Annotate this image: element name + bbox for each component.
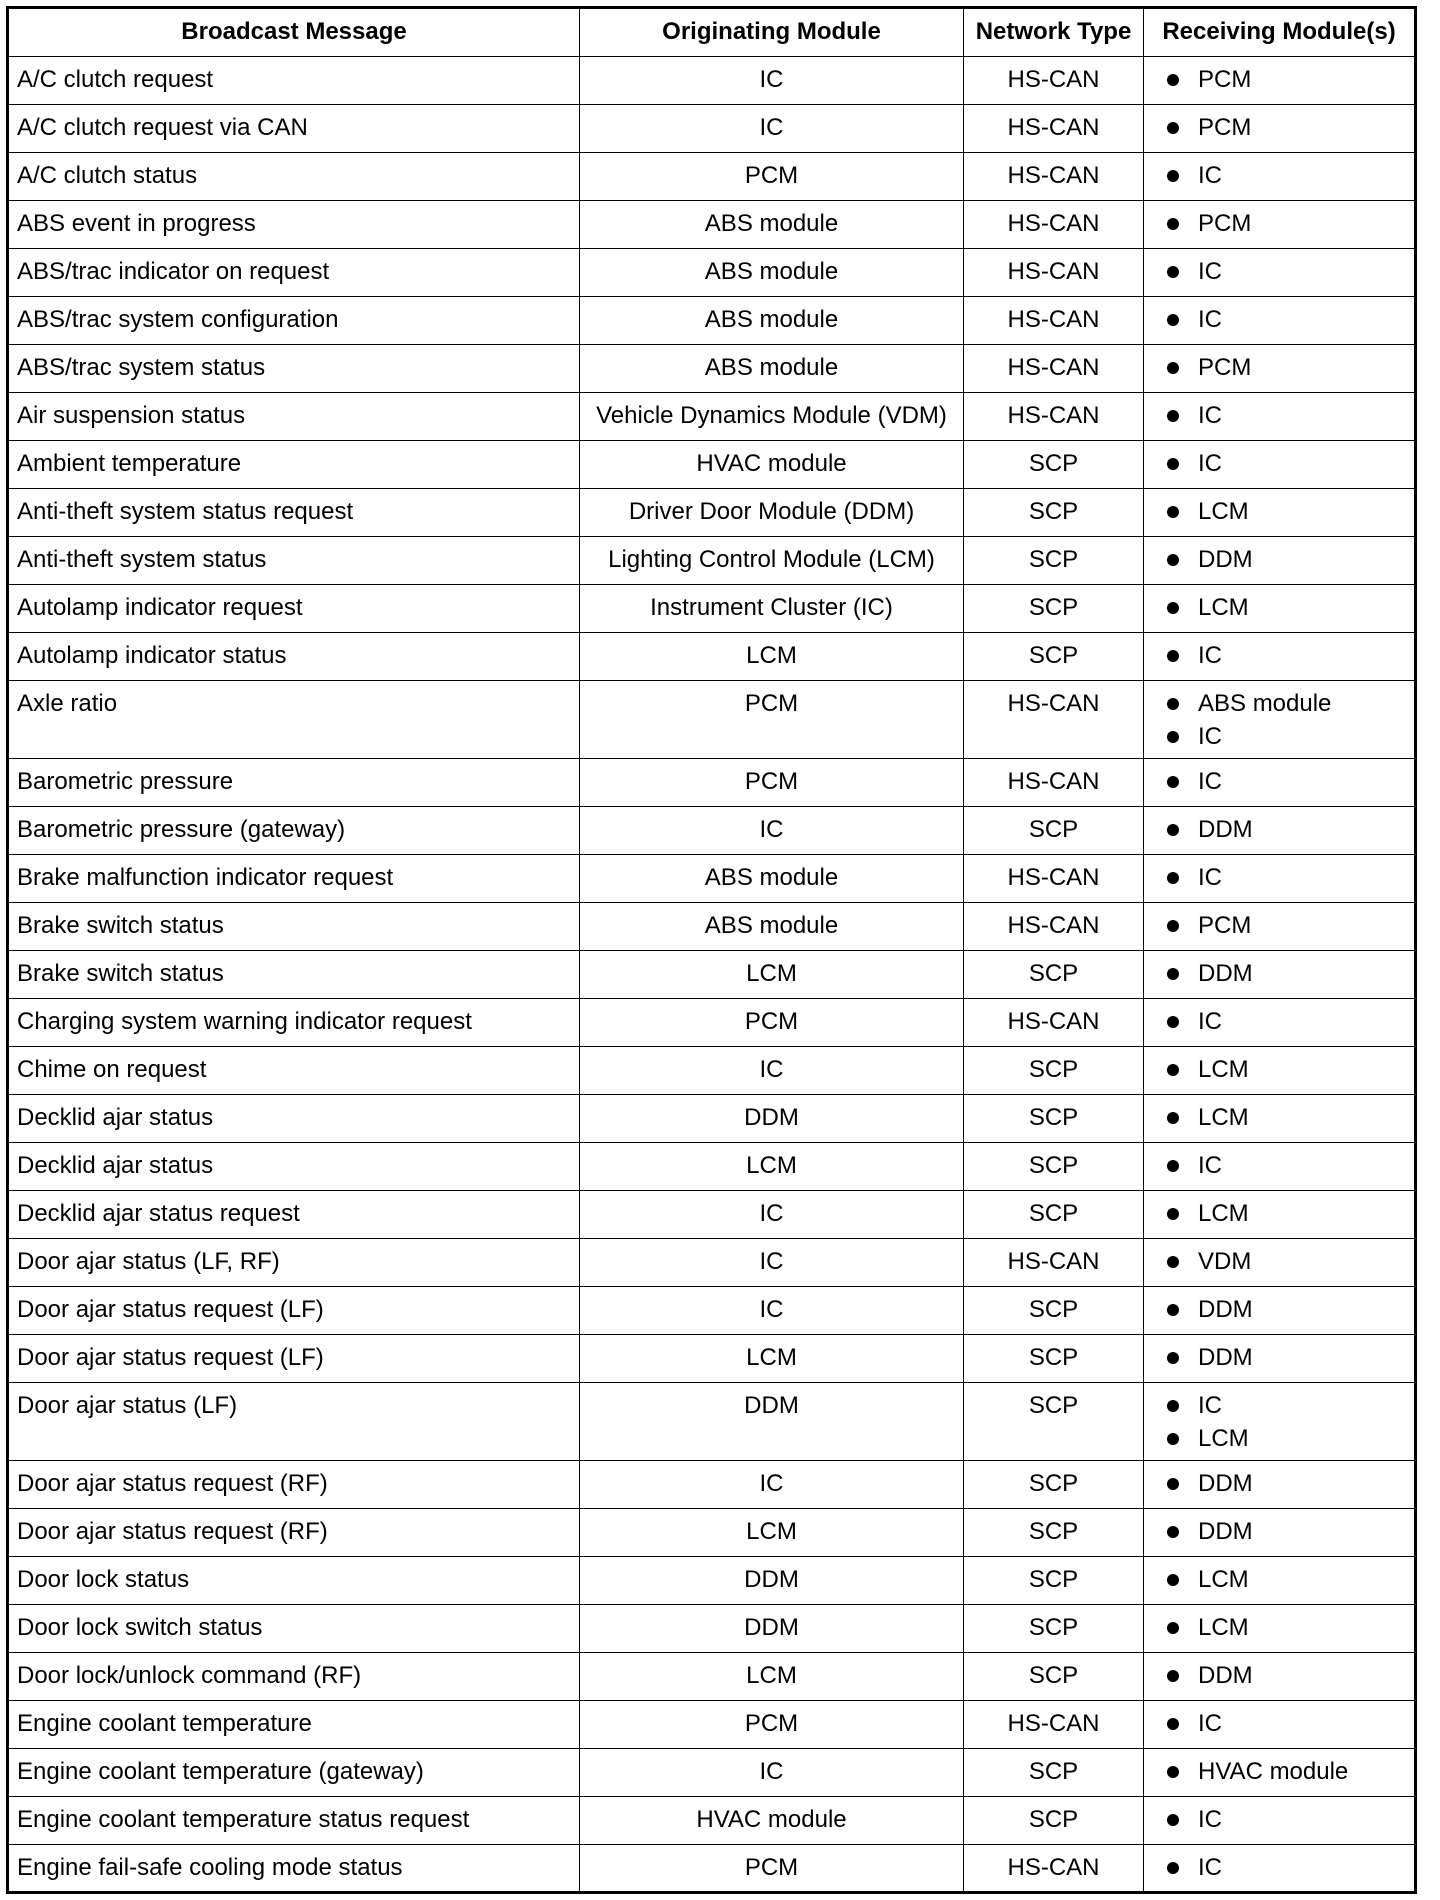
table-row	[8, 1797, 1416, 1845]
header-receiving-modules: Receiving Module(s)	[1144, 8, 1416, 57]
originating-module-cell: IC	[580, 1749, 964, 1797]
network-type-cell: SCP	[964, 633, 1144, 681]
receiving-module-item: PCM	[1166, 111, 1406, 144]
receiving-modules-list	[1166, 1149, 1406, 1182]
receiving-modules-list	[1166, 957, 1406, 990]
broadcast-message-cell: A/C clutch request	[8, 57, 580, 105]
broadcast-message-cell: Door lock switch status	[8, 1605, 580, 1653]
receiving-modules-cell	[1144, 1845, 1416, 1893]
network-type-cell: SCP	[964, 807, 1144, 855]
table-row	[8, 999, 1416, 1047]
receiving-modules-list	[1166, 909, 1406, 942]
network-type-cell: SCP	[964, 537, 1144, 585]
receiving-modules-cell	[1144, 1605, 1416, 1653]
receiving-module-item: IC	[1166, 1389, 1406, 1422]
table-row	[8, 1557, 1416, 1605]
receiving-module-item: LCM	[1166, 1053, 1406, 1086]
network-type-cell: SCP	[964, 1191, 1144, 1239]
receiving-modules-cell	[1144, 57, 1416, 105]
originating-module-cell: HVAC module	[580, 441, 964, 489]
receiving-modules-cell	[1144, 297, 1416, 345]
originating-module-cell: IC	[580, 1461, 964, 1509]
receiving-modules-list	[1166, 639, 1406, 672]
receiving-modules-cell	[1144, 153, 1416, 201]
receiving-modules-cell	[1144, 855, 1416, 903]
table-row	[8, 855, 1416, 903]
receiving-module-item: DDM	[1166, 1515, 1406, 1548]
receiving-modules-cell	[1144, 1509, 1416, 1557]
receiving-modules-cell	[1144, 441, 1416, 489]
receiving-module-item: IC	[1166, 1707, 1406, 1740]
receiving-module-item: PCM	[1166, 909, 1406, 942]
originating-module-cell: ABS module	[580, 345, 964, 393]
receiving-module-item: IC	[1166, 1803, 1406, 1836]
receiving-module-item: LCM	[1166, 1197, 1406, 1230]
network-type-cell: SCP	[964, 1509, 1144, 1557]
receiving-modules-cell	[1144, 1797, 1416, 1845]
broadcast-message-table	[6, 6, 1417, 1894]
network-type-cell: SCP	[964, 1557, 1144, 1605]
broadcast-message-cell: Axle ratio	[8, 681, 580, 759]
receiving-modules-cell	[1144, 903, 1416, 951]
receiving-modules-list	[1166, 1053, 1406, 1086]
receiving-modules-list	[1166, 1005, 1406, 1038]
originating-module-cell: LCM	[580, 633, 964, 681]
receiving-modules-list	[1166, 1755, 1406, 1788]
receiving-module-item: IC	[1166, 159, 1406, 192]
network-type-cell: SCP	[964, 1383, 1144, 1461]
broadcast-message-cell: Chime on request	[8, 1047, 580, 1095]
broadcast-message-cell: Door ajar status request (RF)	[8, 1461, 580, 1509]
originating-module-cell: IC	[580, 105, 964, 153]
receiving-modules-list	[1166, 1101, 1406, 1134]
table-row	[8, 681, 1416, 759]
receiving-modules-list	[1166, 543, 1406, 576]
receiving-modules-list	[1166, 1659, 1406, 1692]
broadcast-message-cell: Door ajar status (LF)	[8, 1383, 580, 1461]
receiving-modules-cell	[1144, 1383, 1416, 1461]
receiving-module-item: DDM	[1166, 543, 1406, 576]
receiving-modules-list	[1166, 1245, 1406, 1278]
receiving-module-item: LCM	[1166, 495, 1406, 528]
broadcast-message-cell: Door ajar status request (LF)	[8, 1287, 580, 1335]
network-type-cell: HS-CAN	[964, 999, 1144, 1047]
originating-module-cell: DDM	[580, 1383, 964, 1461]
receiving-modules-list	[1166, 255, 1406, 288]
receiving-module-item: IC	[1166, 861, 1406, 894]
originating-module-cell: PCM	[580, 759, 964, 807]
receiving-modules-cell	[1144, 951, 1416, 999]
table-row	[8, 537, 1416, 585]
table-row	[8, 153, 1416, 201]
receiving-module-item: IC	[1166, 1005, 1406, 1038]
broadcast-message-cell: Decklid ajar status	[8, 1095, 580, 1143]
network-type-cell: HS-CAN	[964, 1845, 1144, 1893]
originating-module-cell: ABS module	[580, 855, 964, 903]
table-row	[8, 633, 1416, 681]
receiving-modules-cell	[1144, 1239, 1416, 1287]
header-row	[8, 8, 1416, 57]
network-type-cell: HS-CAN	[964, 1239, 1144, 1287]
receiving-modules-cell	[1144, 249, 1416, 297]
receiving-modules-list	[1166, 591, 1406, 624]
network-type-cell: SCP	[964, 1653, 1144, 1701]
receiving-module-item: IC	[1166, 765, 1406, 798]
broadcast-message-cell: ABS/trac system status	[8, 345, 580, 393]
table-row	[8, 1191, 1416, 1239]
receiving-module-item: IC	[1166, 399, 1406, 432]
receiving-module-item: IC	[1166, 720, 1406, 753]
table-row	[8, 393, 1416, 441]
network-type-cell: HS-CAN	[964, 903, 1144, 951]
table-row	[8, 441, 1416, 489]
originating-module-cell: ABS module	[580, 297, 964, 345]
receiving-modules-cell	[1144, 1143, 1416, 1191]
table-row	[8, 1749, 1416, 1797]
table-row	[8, 297, 1416, 345]
originating-module-cell: ABS module	[580, 201, 964, 249]
table-row	[8, 1047, 1416, 1095]
network-type-cell: HS-CAN	[964, 105, 1144, 153]
network-type-cell: HS-CAN	[964, 393, 1144, 441]
originating-module-cell: LCM	[580, 1335, 964, 1383]
broadcast-message-cell: Autolamp indicator request	[8, 585, 580, 633]
receiving-modules-cell	[1144, 585, 1416, 633]
receiving-module-item: HVAC module	[1166, 1755, 1406, 1788]
receiving-modules-cell	[1144, 537, 1416, 585]
table-row	[8, 585, 1416, 633]
receiving-module-item: IC	[1166, 1149, 1406, 1182]
originating-module-cell: Lighting Control Module (LCM)	[580, 537, 964, 585]
table-row	[8, 807, 1416, 855]
originating-module-cell: IC	[580, 1287, 964, 1335]
receiving-modules-list	[1166, 687, 1406, 753]
network-type-cell: SCP	[964, 441, 1144, 489]
broadcast-message-cell: Engine coolant temperature status request	[8, 1797, 580, 1845]
originating-module-cell: DDM	[580, 1095, 964, 1143]
broadcast-message-cell: Air suspension status	[8, 393, 580, 441]
receiving-modules-cell	[1144, 633, 1416, 681]
receiving-modules-cell	[1144, 1749, 1416, 1797]
broadcast-message-cell: ABS/trac indicator on request	[8, 249, 580, 297]
header-network-type: Network Type	[964, 8, 1144, 57]
network-type-cell: SCP	[964, 1461, 1144, 1509]
table-row	[8, 951, 1416, 999]
table-row	[8, 903, 1416, 951]
broadcast-message-cell: Brake switch status	[8, 951, 580, 999]
receiving-modules-cell	[1144, 1701, 1416, 1749]
receiving-module-item: LCM	[1166, 1101, 1406, 1134]
receiving-module-item: DDM	[1166, 813, 1406, 846]
originating-module-cell: LCM	[580, 1653, 964, 1701]
table-body	[8, 57, 1416, 1893]
originating-module-cell: Driver Door Module (DDM)	[580, 489, 964, 537]
broadcast-message-cell: Door ajar status request (RF)	[8, 1509, 580, 1557]
receiving-modules-list	[1166, 303, 1406, 336]
network-type-cell: HS-CAN	[964, 57, 1144, 105]
table-row	[8, 759, 1416, 807]
receiving-modules-list	[1166, 1515, 1406, 1548]
table-row	[8, 1701, 1416, 1749]
network-type-cell: SCP	[964, 489, 1144, 537]
receiving-module-item: LCM	[1166, 591, 1406, 624]
table-row	[8, 57, 1416, 105]
table-row	[8, 1605, 1416, 1653]
receiving-modules-list	[1166, 1293, 1406, 1326]
originating-module-cell: IC	[580, 57, 964, 105]
network-type-cell: HS-CAN	[964, 201, 1144, 249]
receiving-modules-cell	[1144, 201, 1416, 249]
receiving-modules-cell	[1144, 1557, 1416, 1605]
broadcast-message-cell: Anti-theft system status	[8, 537, 580, 585]
receiving-modules-cell	[1144, 1191, 1416, 1239]
network-type-cell: SCP	[964, 1047, 1144, 1095]
originating-module-cell: ABS module	[580, 903, 964, 951]
network-type-cell: HS-CAN	[964, 249, 1144, 297]
receiving-modules-cell	[1144, 681, 1416, 759]
receiving-module-item: IC	[1166, 447, 1406, 480]
receiving-module-item: DDM	[1166, 1467, 1406, 1500]
originating-module-cell: DDM	[580, 1605, 964, 1653]
receiving-modules-list	[1166, 861, 1406, 894]
receiving-modules-cell	[1144, 1461, 1416, 1509]
receiving-module-item: IC	[1166, 639, 1406, 672]
originating-module-cell: PCM	[580, 1701, 964, 1749]
receiving-modules-list	[1166, 159, 1406, 192]
receiving-modules-list	[1166, 1389, 1406, 1455]
receiving-module-item: DDM	[1166, 1341, 1406, 1374]
table-row	[8, 1239, 1416, 1287]
table-row	[8, 1335, 1416, 1383]
originating-module-cell: HVAC module	[580, 1797, 964, 1845]
broadcast-message-cell: Engine coolant temperature (gateway)	[8, 1749, 580, 1797]
originating-module-cell: DDM	[580, 1557, 964, 1605]
network-type-cell: SCP	[964, 585, 1144, 633]
receiving-modules-list	[1166, 399, 1406, 432]
broadcast-message-cell: ABS/trac system configuration	[8, 297, 580, 345]
network-type-cell: SCP	[964, 1095, 1144, 1143]
network-type-cell: HS-CAN	[964, 297, 1144, 345]
originating-module-cell: PCM	[580, 153, 964, 201]
receiving-modules-cell	[1144, 1287, 1416, 1335]
receiving-modules-list	[1166, 813, 1406, 846]
receiving-modules-cell	[1144, 1653, 1416, 1701]
table-row	[8, 1095, 1416, 1143]
receiving-module-item: DDM	[1166, 1293, 1406, 1326]
receiving-module-item: IC	[1166, 1851, 1406, 1884]
originating-module-cell: Instrument Cluster (IC)	[580, 585, 964, 633]
originating-module-cell: PCM	[580, 681, 964, 759]
receiving-module-item: VDM	[1166, 1245, 1406, 1278]
receiving-modules-list	[1166, 1803, 1406, 1836]
table-row	[8, 105, 1416, 153]
receiving-modules-list	[1166, 765, 1406, 798]
table-row	[8, 1143, 1416, 1191]
receiving-module-item: IC	[1166, 255, 1406, 288]
broadcast-message-cell: Door lock/unlock command (RF)	[8, 1653, 580, 1701]
receiving-modules-cell	[1144, 345, 1416, 393]
receiving-modules-list	[1166, 1611, 1406, 1644]
network-type-cell: SCP	[964, 1605, 1144, 1653]
receiving-modules-list	[1166, 1851, 1406, 1884]
receiving-modules-cell	[1144, 807, 1416, 855]
table-row	[8, 1845, 1416, 1893]
receiving-modules-cell	[1144, 393, 1416, 441]
originating-module-cell: Vehicle Dynamics Module (VDM)	[580, 393, 964, 441]
network-type-cell: SCP	[964, 1143, 1144, 1191]
originating-module-cell: IC	[580, 1047, 964, 1095]
receiving-module-item: PCM	[1166, 63, 1406, 96]
originating-module-cell: ABS module	[580, 249, 964, 297]
network-type-cell: HS-CAN	[964, 681, 1144, 759]
originating-module-cell: IC	[580, 807, 964, 855]
receiving-modules-cell	[1144, 105, 1416, 153]
receiving-module-item: PCM	[1166, 207, 1406, 240]
network-type-cell: HS-CAN	[964, 345, 1144, 393]
broadcast-message-cell: Engine coolant temperature	[8, 1701, 580, 1749]
broadcast-message-cell: Brake switch status	[8, 903, 580, 951]
table-row	[8, 345, 1416, 393]
broadcast-message-cell: A/C clutch status	[8, 153, 580, 201]
broadcast-message-cell: ABS event in progress	[8, 201, 580, 249]
receiving-modules-list	[1166, 1197, 1406, 1230]
originating-module-cell: IC	[580, 1191, 964, 1239]
receiving-module-item: LCM	[1166, 1563, 1406, 1596]
broadcast-message-cell: Charging system warning indicator request	[8, 999, 580, 1047]
receiving-modules-list	[1166, 111, 1406, 144]
originating-module-cell: IC	[580, 1239, 964, 1287]
receiving-modules-list	[1166, 1341, 1406, 1374]
network-type-cell: HS-CAN	[964, 759, 1144, 807]
broadcast-message-cell: Ambient temperature	[8, 441, 580, 489]
table-row	[8, 1287, 1416, 1335]
table-row	[8, 1653, 1416, 1701]
table-row	[8, 1509, 1416, 1557]
table-row	[8, 201, 1416, 249]
broadcast-message-cell: Brake malfunction indicator request	[8, 855, 580, 903]
receiving-modules-list	[1166, 63, 1406, 96]
table-row	[8, 489, 1416, 537]
receiving-modules-list	[1166, 351, 1406, 384]
broadcast-message-cell: Decklid ajar status	[8, 1143, 580, 1191]
broadcast-message-cell: Door lock status	[8, 1557, 580, 1605]
originating-module-cell: LCM	[580, 1509, 964, 1557]
originating-module-cell: LCM	[580, 1143, 964, 1191]
receiving-modules-list	[1166, 1707, 1406, 1740]
network-type-cell: SCP	[964, 1335, 1144, 1383]
network-type-cell: SCP	[964, 1797, 1144, 1845]
broadcast-message-cell: Door ajar status request (LF)	[8, 1335, 580, 1383]
receiving-module-item: IC	[1166, 303, 1406, 336]
table-row	[8, 1461, 1416, 1509]
network-type-cell: SCP	[964, 1749, 1144, 1797]
network-type-cell: SCP	[964, 1287, 1144, 1335]
receiving-modules-list	[1166, 495, 1406, 528]
table-header	[8, 8, 1416, 57]
table-row	[8, 249, 1416, 297]
receiving-modules-list	[1166, 1563, 1406, 1596]
receiving-modules-cell	[1144, 1047, 1416, 1095]
broadcast-message-cell: Barometric pressure	[8, 759, 580, 807]
network-type-cell: SCP	[964, 951, 1144, 999]
network-type-cell: HS-CAN	[964, 1701, 1144, 1749]
receiving-module-item: LCM	[1166, 1611, 1406, 1644]
receiving-modules-cell	[1144, 1095, 1416, 1143]
receiving-modules-list	[1166, 207, 1406, 240]
receiving-module-item: DDM	[1166, 957, 1406, 990]
receiving-modules-list	[1166, 447, 1406, 480]
originating-module-cell: PCM	[580, 999, 964, 1047]
originating-module-cell: PCM	[580, 1845, 964, 1893]
broadcast-message-cell: Engine fail-safe cooling mode status	[8, 1845, 580, 1893]
receiving-modules-cell	[1144, 759, 1416, 807]
receiving-module-item: ABS module	[1166, 687, 1406, 720]
broadcast-message-cell: Decklid ajar status request	[8, 1191, 580, 1239]
header-broadcast-message: Broadcast Message	[8, 8, 580, 57]
receiving-module-item: LCM	[1166, 1422, 1406, 1455]
network-type-cell: HS-CAN	[964, 855, 1144, 903]
broadcast-message-cell: Anti-theft system status request	[8, 489, 580, 537]
broadcast-message-cell: Autolamp indicator status	[8, 633, 580, 681]
receiving-modules-cell	[1144, 489, 1416, 537]
receiving-modules-cell	[1144, 999, 1416, 1047]
broadcast-message-cell: A/C clutch request via CAN	[8, 105, 580, 153]
network-type-cell: HS-CAN	[964, 153, 1144, 201]
receiving-modules-list	[1166, 1467, 1406, 1500]
header-originating-module: Originating Module	[580, 8, 964, 57]
broadcast-message-cell: Barometric pressure (gateway)	[8, 807, 580, 855]
receiving-module-item: DDM	[1166, 1659, 1406, 1692]
receiving-modules-cell	[1144, 1335, 1416, 1383]
originating-module-cell: LCM	[580, 951, 964, 999]
receiving-module-item: PCM	[1166, 351, 1406, 384]
broadcast-message-cell: Door ajar status (LF, RF)	[8, 1239, 580, 1287]
table-row	[8, 1383, 1416, 1461]
